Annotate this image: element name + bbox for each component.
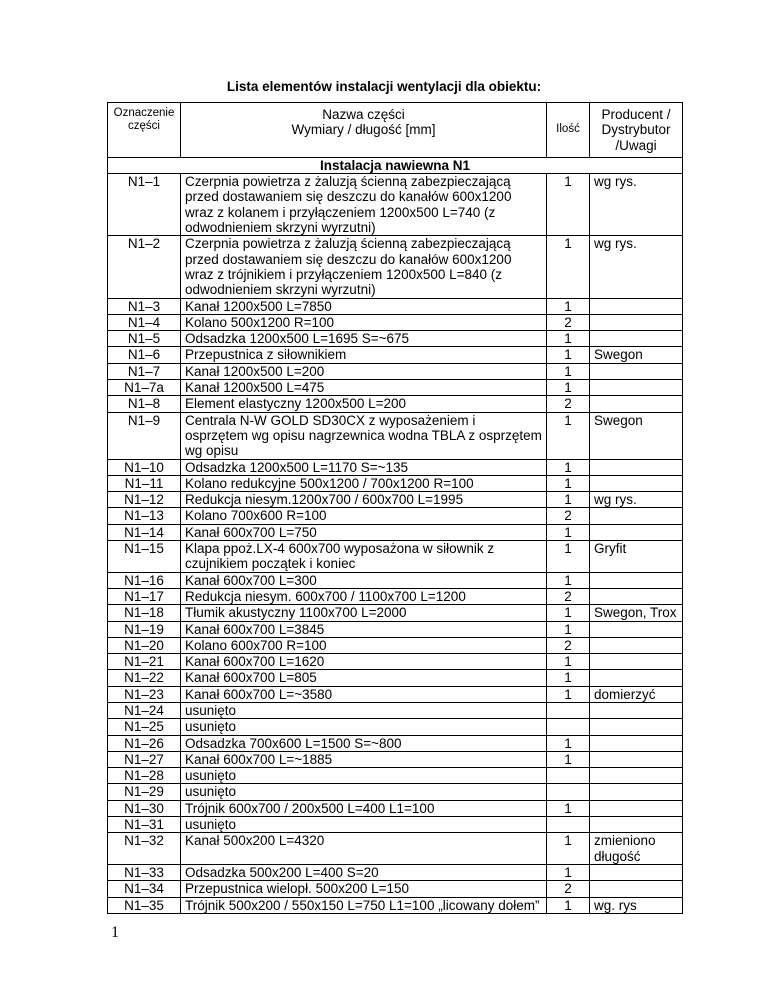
table-row: [108, 298, 683, 314]
cell-qty: 2: [547, 396, 590, 412]
cell-note: wg rys.: [590, 174, 683, 236]
cell-name: Redukcja niesym.1200x700 / 600x700 L=1995: [181, 492, 547, 508]
cell-note: [590, 719, 683, 735]
header-code: Oznaczenie części: [108, 103, 181, 158]
header-producer: Producent / Dystrybutor /Uwagi: [590, 103, 683, 158]
cell-code: N1–29: [108, 784, 181, 800]
table-row: [108, 654, 683, 670]
cell-code: N1–21: [108, 654, 181, 670]
table-row: [108, 719, 683, 735]
cell-qty: 1: [547, 800, 590, 816]
cell-qty: 1: [547, 492, 590, 508]
cell-code: N1–14: [108, 524, 181, 540]
cell-code: N1–17: [108, 588, 181, 604]
cell-note: [590, 735, 683, 751]
cell-name: Odsadzka 700x600 L=1500 S=~800: [181, 735, 547, 751]
cell-code: N1–9: [108, 412, 181, 459]
cell-note: [590, 784, 683, 800]
cell-note: [590, 702, 683, 718]
header-qty: Ilość: [547, 103, 590, 158]
cell-code: N1–23: [108, 686, 181, 702]
cell-code: N1–33: [108, 864, 181, 880]
cell-note: [590, 588, 683, 604]
cell-qty: 2: [547, 314, 590, 330]
cell-name: Kanał 1200x500 L=475: [181, 380, 547, 396]
cell-qty: 1: [547, 524, 590, 540]
cell-code: N1–1: [108, 174, 181, 236]
cell-note: [590, 380, 683, 396]
cell-code: N1–20: [108, 637, 181, 653]
cell-name: Kanał 500x200 L=4320: [181, 833, 547, 865]
cell-name: Kanał 600x700 L=300: [181, 572, 547, 588]
cell-qty: 1: [547, 735, 590, 751]
cell-note: [590, 800, 683, 816]
cell-code: N1–27: [108, 751, 181, 767]
cell-code: N1–8: [108, 396, 181, 412]
cell-qty: 1: [547, 236, 590, 298]
cell-name: usunięto: [181, 768, 547, 784]
table-row: [108, 314, 683, 330]
cell-name: Kolano 500x1200 R=100: [181, 314, 547, 330]
table-row: [108, 881, 683, 897]
cell-code: N1–28: [108, 768, 181, 784]
table-row: [108, 380, 683, 396]
cell-code: N1–11: [108, 475, 181, 491]
cell-name: Czerpnia powietrza z żaluzją ścienną zabezpieczającą przed dostawaniem się deszczu do kanałów 600x1200 wraz z kolanem i przyłączeniem 1200x500 L=740 (z odwodnieniem skrzyni wyrzutni): [181, 174, 547, 236]
cell-name: Kanał 600x700 L=805: [181, 670, 547, 686]
cell-name: Kanał 600x700 L=750: [181, 524, 547, 540]
table-row: [108, 670, 683, 686]
cell-name: Odsadzka 1200x500 L=1695 S=~675: [181, 331, 547, 347]
document-title: Lista elementów instalacji wentylacji dla obiektu:: [226, 79, 542, 94]
cell-qty: 1: [547, 475, 590, 491]
cell-note: Swegon: [590, 347, 683, 363]
cell-name: usunięto: [181, 719, 547, 735]
cell-qty: 1: [547, 174, 590, 236]
table-row: [108, 396, 683, 412]
table-row: [108, 412, 683, 459]
cell-qty: 1: [547, 363, 590, 379]
cell-code: N1–2: [108, 236, 181, 298]
cell-code: N1–10: [108, 459, 181, 475]
cell-code: N1–15: [108, 541, 181, 573]
cell-note: zmieniono długość: [590, 833, 683, 865]
cell-code: N1–3: [108, 298, 181, 314]
cell-code: N1–7: [108, 363, 181, 379]
cell-name: Kolano redukcyjne 500x1200 / 700x1200 R=100: [181, 475, 547, 491]
table-header-row: [108, 103, 683, 158]
cell-name: Klapa ppoż.LX-4 600x700 wyposażona w siłownik z czujnikiem początek i koniec: [181, 541, 547, 573]
cell-name: Tłumik akustyczny 1100x700 L=2000: [181, 605, 547, 621]
table-row: [108, 524, 683, 540]
table-row: [108, 347, 683, 363]
header-name-line2: Wymiary / długość [mm]: [291, 122, 436, 138]
cell-qty: 2: [547, 508, 590, 524]
table-row: [108, 363, 683, 379]
cell-name: Redukcja niesym. 600x700 / 1100x700 L=1200: [181, 588, 547, 604]
cell-name: Kanał 600x700 L=~1885: [181, 751, 547, 767]
cell-note: [590, 670, 683, 686]
cell-name: Trójnik 600x700 / 200x500 L=400 L1=100: [181, 800, 547, 816]
cell-note: [590, 508, 683, 524]
cell-qty: 1: [547, 298, 590, 314]
cell-name: usunięto: [181, 817, 547, 833]
table-row: [108, 588, 683, 604]
table-row: [108, 897, 683, 913]
table-row: [108, 864, 683, 880]
table-row: [108, 541, 683, 573]
cell-note: [590, 475, 683, 491]
table-row: [108, 331, 683, 347]
table-row: [108, 236, 683, 298]
table-row: [108, 686, 683, 702]
cell-name: Element elastyczny 1200x500 L=200: [181, 396, 547, 412]
cell-code: N1–31: [108, 817, 181, 833]
cell-note: Gryfit: [590, 541, 683, 573]
cell-note: [590, 572, 683, 588]
cell-note: [590, 751, 683, 767]
cell-note: [590, 881, 683, 897]
cell-name: usunięto: [181, 702, 547, 718]
cell-qty: [547, 784, 590, 800]
cell-qty: 1: [547, 654, 590, 670]
cell-code: N1–35: [108, 897, 181, 913]
cell-note: [590, 298, 683, 314]
table-row: [108, 174, 683, 236]
cell-name: Kanał 1200x500 L=7850: [181, 298, 547, 314]
table-row: [108, 459, 683, 475]
cell-name: usunięto: [181, 784, 547, 800]
table-row: [108, 751, 683, 767]
cell-qty: 1: [547, 751, 590, 767]
cell-note: [590, 654, 683, 670]
cell-qty: 1: [547, 897, 590, 913]
cell-code: N1–12: [108, 492, 181, 508]
table-row: [108, 817, 683, 833]
cell-code: N1–16: [108, 572, 181, 588]
cell-qty: 1: [547, 670, 590, 686]
table-row: [108, 637, 683, 653]
cell-qty: 1: [547, 347, 590, 363]
cell-note: [590, 817, 683, 833]
table-row: [108, 492, 683, 508]
cell-note: [590, 768, 683, 784]
cell-code: N1–7a: [108, 380, 181, 396]
cell-code: N1–22: [108, 670, 181, 686]
cell-note: [590, 363, 683, 379]
cell-qty: [547, 817, 590, 833]
cell-code: N1–4: [108, 314, 181, 330]
cell-name: Kanał 600x700 L=~3580: [181, 686, 547, 702]
cell-qty: 1: [547, 541, 590, 573]
cell-name: Przepustnica wielopł. 500x200 L=150: [181, 881, 547, 897]
cell-qty: 1: [547, 380, 590, 396]
cell-note: [590, 524, 683, 540]
cell-note: [590, 621, 683, 637]
cell-note: domierzyć: [590, 686, 683, 702]
cell-name: Kolano 700x600 R=100: [181, 508, 547, 524]
cell-note: [590, 331, 683, 347]
cell-name: Kanał 600x700 L=3845: [181, 621, 547, 637]
cell-qty: 1: [547, 864, 590, 880]
cell-note: [590, 396, 683, 412]
section-title: Instalacja nawiewna N1: [108, 157, 683, 173]
cell-code: N1–32: [108, 833, 181, 865]
cell-qty: 1: [547, 572, 590, 588]
cell-code: N1–34: [108, 881, 181, 897]
cell-name: Kolano 600x700 R=100: [181, 637, 547, 653]
table-row: [108, 768, 683, 784]
cell-code: N1–5: [108, 331, 181, 347]
cell-qty: 1: [547, 459, 590, 475]
cell-note: wg rys.: [590, 236, 683, 298]
cell-note: Swegon, Trox: [590, 605, 683, 621]
table-row: [108, 735, 683, 751]
cell-name: Kanał 600x700 L=1620: [181, 654, 547, 670]
cell-code: N1–24: [108, 702, 181, 718]
page-number: 1: [111, 924, 119, 941]
cell-qty: 1: [547, 686, 590, 702]
cell-qty: 2: [547, 588, 590, 604]
cell-note: [590, 864, 683, 880]
cell-qty: 1: [547, 605, 590, 621]
table-row: [108, 621, 683, 637]
cell-code: N1–13: [108, 508, 181, 524]
cell-note: Swegon: [590, 412, 683, 459]
cell-qty: [547, 702, 590, 718]
table-row: [108, 800, 683, 816]
cell-note: [590, 459, 683, 475]
header-name: [181, 103, 547, 158]
cell-code: N1–25: [108, 719, 181, 735]
cell-name: Odsadzka 1200x500 L=1170 S=~135: [181, 459, 547, 475]
cell-note: [590, 637, 683, 653]
cell-qty: [547, 719, 590, 735]
cell-name: Czerpnia powietrza z żaluzją ścienną zabezpieczającą przed dostawaniem się deszczu do kanałów 600x1200 wraz z trójnikiem i przyłączeniem 1200x500 L=840 (z odwodnieniem skrzyni wyrzutni): [181, 236, 547, 298]
header-name-line1: Nazwa części: [322, 107, 405, 122]
cell-code: N1–18: [108, 605, 181, 621]
cell-qty: 2: [547, 637, 590, 653]
cell-note: wg. rys: [590, 897, 683, 913]
cell-name: Kanał 1200x500 L=200: [181, 363, 547, 379]
cell-name: Przepustnica z siłownikiem: [181, 347, 547, 363]
cell-code: N1–26: [108, 735, 181, 751]
cell-code: N1–19: [108, 621, 181, 637]
section-row: [108, 157, 683, 173]
cell-note: [590, 314, 683, 330]
table-row: [108, 572, 683, 588]
cell-code: N1–6: [108, 347, 181, 363]
cell-name: Trójnik 500x200 / 550x150 L=750 L1=100 „licowany dołem”: [181, 897, 547, 913]
table-row: [108, 508, 683, 524]
table-row: [108, 702, 683, 718]
table-row: [108, 475, 683, 491]
table-row: [108, 784, 683, 800]
cell-name: Odsadzka 500x200 L=400 S=20: [181, 864, 547, 880]
cell-name: Centrala N-W GOLD SD30CX z wyposażeniem i osprzętem wg opisu nagrzewnica wodna TBLA z osprzętem wg opisu: [181, 412, 547, 459]
cell-code: N1–30: [108, 800, 181, 816]
cell-qty: 2: [547, 881, 590, 897]
cell-qty: 1: [547, 833, 590, 865]
cell-qty: [547, 768, 590, 784]
cell-qty: 1: [547, 621, 590, 637]
parts-table: [107, 102, 683, 914]
table-row: [108, 605, 683, 621]
cell-qty: 1: [547, 412, 590, 459]
cell-note: wg rys.: [590, 492, 683, 508]
table-row: [108, 833, 683, 865]
cell-qty: 1: [547, 331, 590, 347]
